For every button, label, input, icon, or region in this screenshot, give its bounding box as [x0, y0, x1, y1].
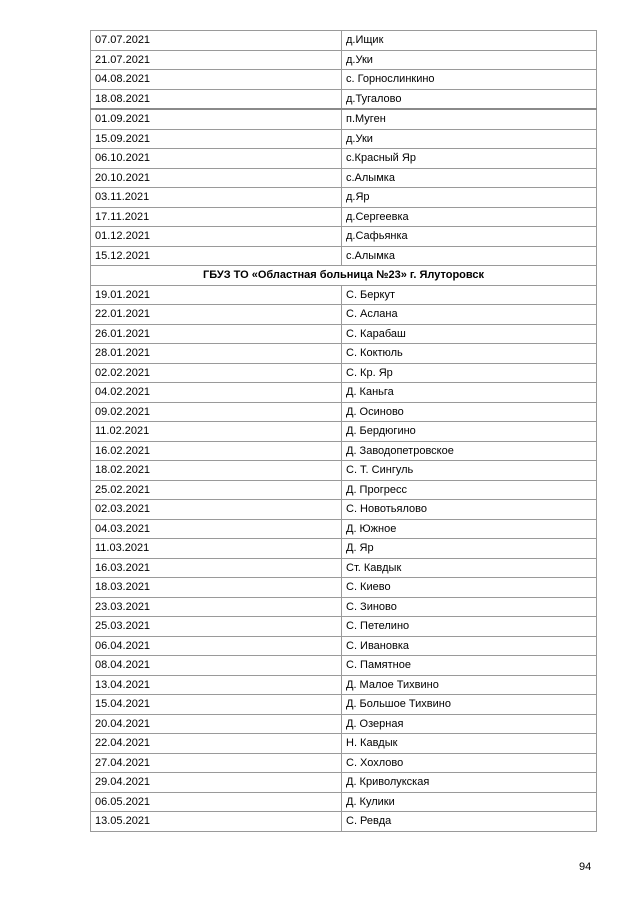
date-cell: 15.12.2021: [91, 246, 342, 266]
date-cell: 20.04.2021: [91, 714, 342, 734]
place-cell: С. Кр. Яр: [342, 363, 597, 383]
table-row: [91, 324, 597, 344]
place-cell: Д. Бердюгино: [342, 422, 597, 442]
place-cell: Д. Малое Тихвино: [342, 675, 597, 695]
date-cell: 19.01.2021: [91, 285, 342, 305]
date-cell: 17.11.2021: [91, 207, 342, 227]
place-cell: С. Зиново: [342, 597, 597, 617]
date-cell: 02.03.2021: [91, 500, 342, 520]
table-row: [91, 383, 597, 403]
place-cell: С. Коктюль: [342, 344, 597, 364]
place-cell: С. Киево: [342, 578, 597, 598]
place-cell: д.Уки: [342, 50, 597, 70]
table-row: [91, 149, 597, 169]
place-cell: С. Хохлово: [342, 753, 597, 773]
place-cell: Д. Прогресс: [342, 480, 597, 500]
date-cell: 02.02.2021: [91, 363, 342, 383]
table-row: [91, 109, 597, 129]
place-cell: д.Уки: [342, 129, 597, 149]
table-row: [91, 480, 597, 500]
table-row: [91, 344, 597, 364]
table-row: [91, 227, 597, 247]
table-row: [91, 753, 597, 773]
table-row: [91, 539, 597, 559]
date-cell: 04.02.2021: [91, 383, 342, 403]
place-cell: д.Ищик: [342, 31, 597, 51]
table-row: [91, 305, 597, 325]
date-cell: 03.11.2021: [91, 188, 342, 208]
date-cell: 16.03.2021: [91, 558, 342, 578]
page-number: 94: [579, 861, 592, 873]
place-cell: С. Памятное: [342, 656, 597, 676]
date-cell: 22.04.2021: [91, 734, 342, 754]
table-row: [91, 31, 597, 51]
date-cell: 18.02.2021: [91, 461, 342, 481]
table-row: [91, 714, 597, 734]
table-row: [91, 519, 597, 539]
date-cell: 04.08.2021: [91, 70, 342, 90]
place-cell: Д. Заводопетровское: [342, 441, 597, 461]
place-cell: с.Алымка: [342, 168, 597, 188]
place-cell: Д. Осиново: [342, 402, 597, 422]
schedule-table: [90, 30, 597, 832]
table-row: [91, 89, 597, 109]
schedule-body: [91, 31, 597, 832]
place-cell: с.Алымка: [342, 246, 597, 266]
place-cell: Д. Большое Тихвино: [342, 695, 597, 715]
table-row: [91, 812, 597, 832]
table-row: [91, 70, 597, 90]
table-row: [91, 188, 597, 208]
place-cell: С. Аслана: [342, 305, 597, 325]
table-row: [91, 246, 597, 266]
table-row: [91, 675, 597, 695]
place-cell: Ст. Кавдык: [342, 558, 597, 578]
place-cell: д.Яр: [342, 188, 597, 208]
date-cell: 16.02.2021: [91, 441, 342, 461]
place-cell: п.Муген: [342, 109, 597, 129]
table-row: [91, 461, 597, 481]
date-cell: 26.01.2021: [91, 324, 342, 344]
place-cell: д.Сергеевка: [342, 207, 597, 227]
table-row: [91, 500, 597, 520]
place-cell: С. Ивановка: [342, 636, 597, 656]
place-cell: Д. Яр: [342, 539, 597, 559]
table-row: [91, 50, 597, 70]
table-row: [91, 597, 597, 617]
table-row: [91, 441, 597, 461]
place-cell: Н. Кавдык: [342, 734, 597, 754]
table-row: [91, 617, 597, 637]
place-cell: С. Карабаш: [342, 324, 597, 344]
place-cell: С. Новотьялово: [342, 500, 597, 520]
table-row: [91, 168, 597, 188]
date-cell: 01.12.2021: [91, 227, 342, 247]
place-cell: С. Беркут: [342, 285, 597, 305]
place-cell: с.Красный Яр: [342, 149, 597, 169]
table-row: [91, 363, 597, 383]
date-cell: 28.01.2021: [91, 344, 342, 364]
date-cell: 25.02.2021: [91, 480, 342, 500]
table-row: [91, 402, 597, 422]
place-cell: Д. Южное: [342, 519, 597, 539]
table-row: [91, 656, 597, 676]
date-cell: 27.04.2021: [91, 753, 342, 773]
table-row: [91, 792, 597, 812]
date-cell: 18.03.2021: [91, 578, 342, 598]
date-cell: 21.07.2021: [91, 50, 342, 70]
date-cell: 04.03.2021: [91, 519, 342, 539]
place-cell: д.Тугалово: [342, 89, 597, 109]
section-header-row: [91, 266, 597, 286]
section-title: ГБУЗ ТО «Областная больница №23» г. Ялуторовск: [91, 266, 597, 286]
place-cell: Д. Озерная: [342, 714, 597, 734]
date-cell: 20.10.2021: [91, 168, 342, 188]
table-row: [91, 207, 597, 227]
table-row: [91, 734, 597, 754]
table-row: [91, 558, 597, 578]
date-cell: 11.03.2021: [91, 539, 342, 559]
place-cell: С. Ревда: [342, 812, 597, 832]
date-cell: 29.04.2021: [91, 773, 342, 793]
place-cell: д.Сафьянка: [342, 227, 597, 247]
place-cell: Д. Криволукская: [342, 773, 597, 793]
date-cell: 07.07.2021: [91, 31, 342, 51]
date-cell: 23.03.2021: [91, 597, 342, 617]
date-cell: 11.02.2021: [91, 422, 342, 442]
date-cell: 13.04.2021: [91, 675, 342, 695]
date-cell: 06.04.2021: [91, 636, 342, 656]
date-cell: 06.10.2021: [91, 149, 342, 169]
date-cell: 15.04.2021: [91, 695, 342, 715]
table-row: [91, 773, 597, 793]
date-cell: 06.05.2021: [91, 792, 342, 812]
table-row: [91, 422, 597, 442]
table-row: [91, 129, 597, 149]
table-row: [91, 578, 597, 598]
table-row: [91, 636, 597, 656]
date-cell: 25.03.2021: [91, 617, 342, 637]
date-cell: 09.02.2021: [91, 402, 342, 422]
place-cell: Д. Кулики: [342, 792, 597, 812]
place-cell: с. Горнослинкино: [342, 70, 597, 90]
place-cell: Д. Каньга: [342, 383, 597, 403]
date-cell: 22.01.2021: [91, 305, 342, 325]
table-row: [91, 285, 597, 305]
place-cell: С. Петелино: [342, 617, 597, 637]
date-cell: 13.05.2021: [91, 812, 342, 832]
date-cell: 15.09.2021: [91, 129, 342, 149]
place-cell: С. Т. Сингуль: [342, 461, 597, 481]
date-cell: 08.04.2021: [91, 656, 342, 676]
table-row: [91, 695, 597, 715]
date-cell: 01.09.2021: [91, 109, 342, 129]
date-cell: 18.08.2021: [91, 89, 342, 109]
